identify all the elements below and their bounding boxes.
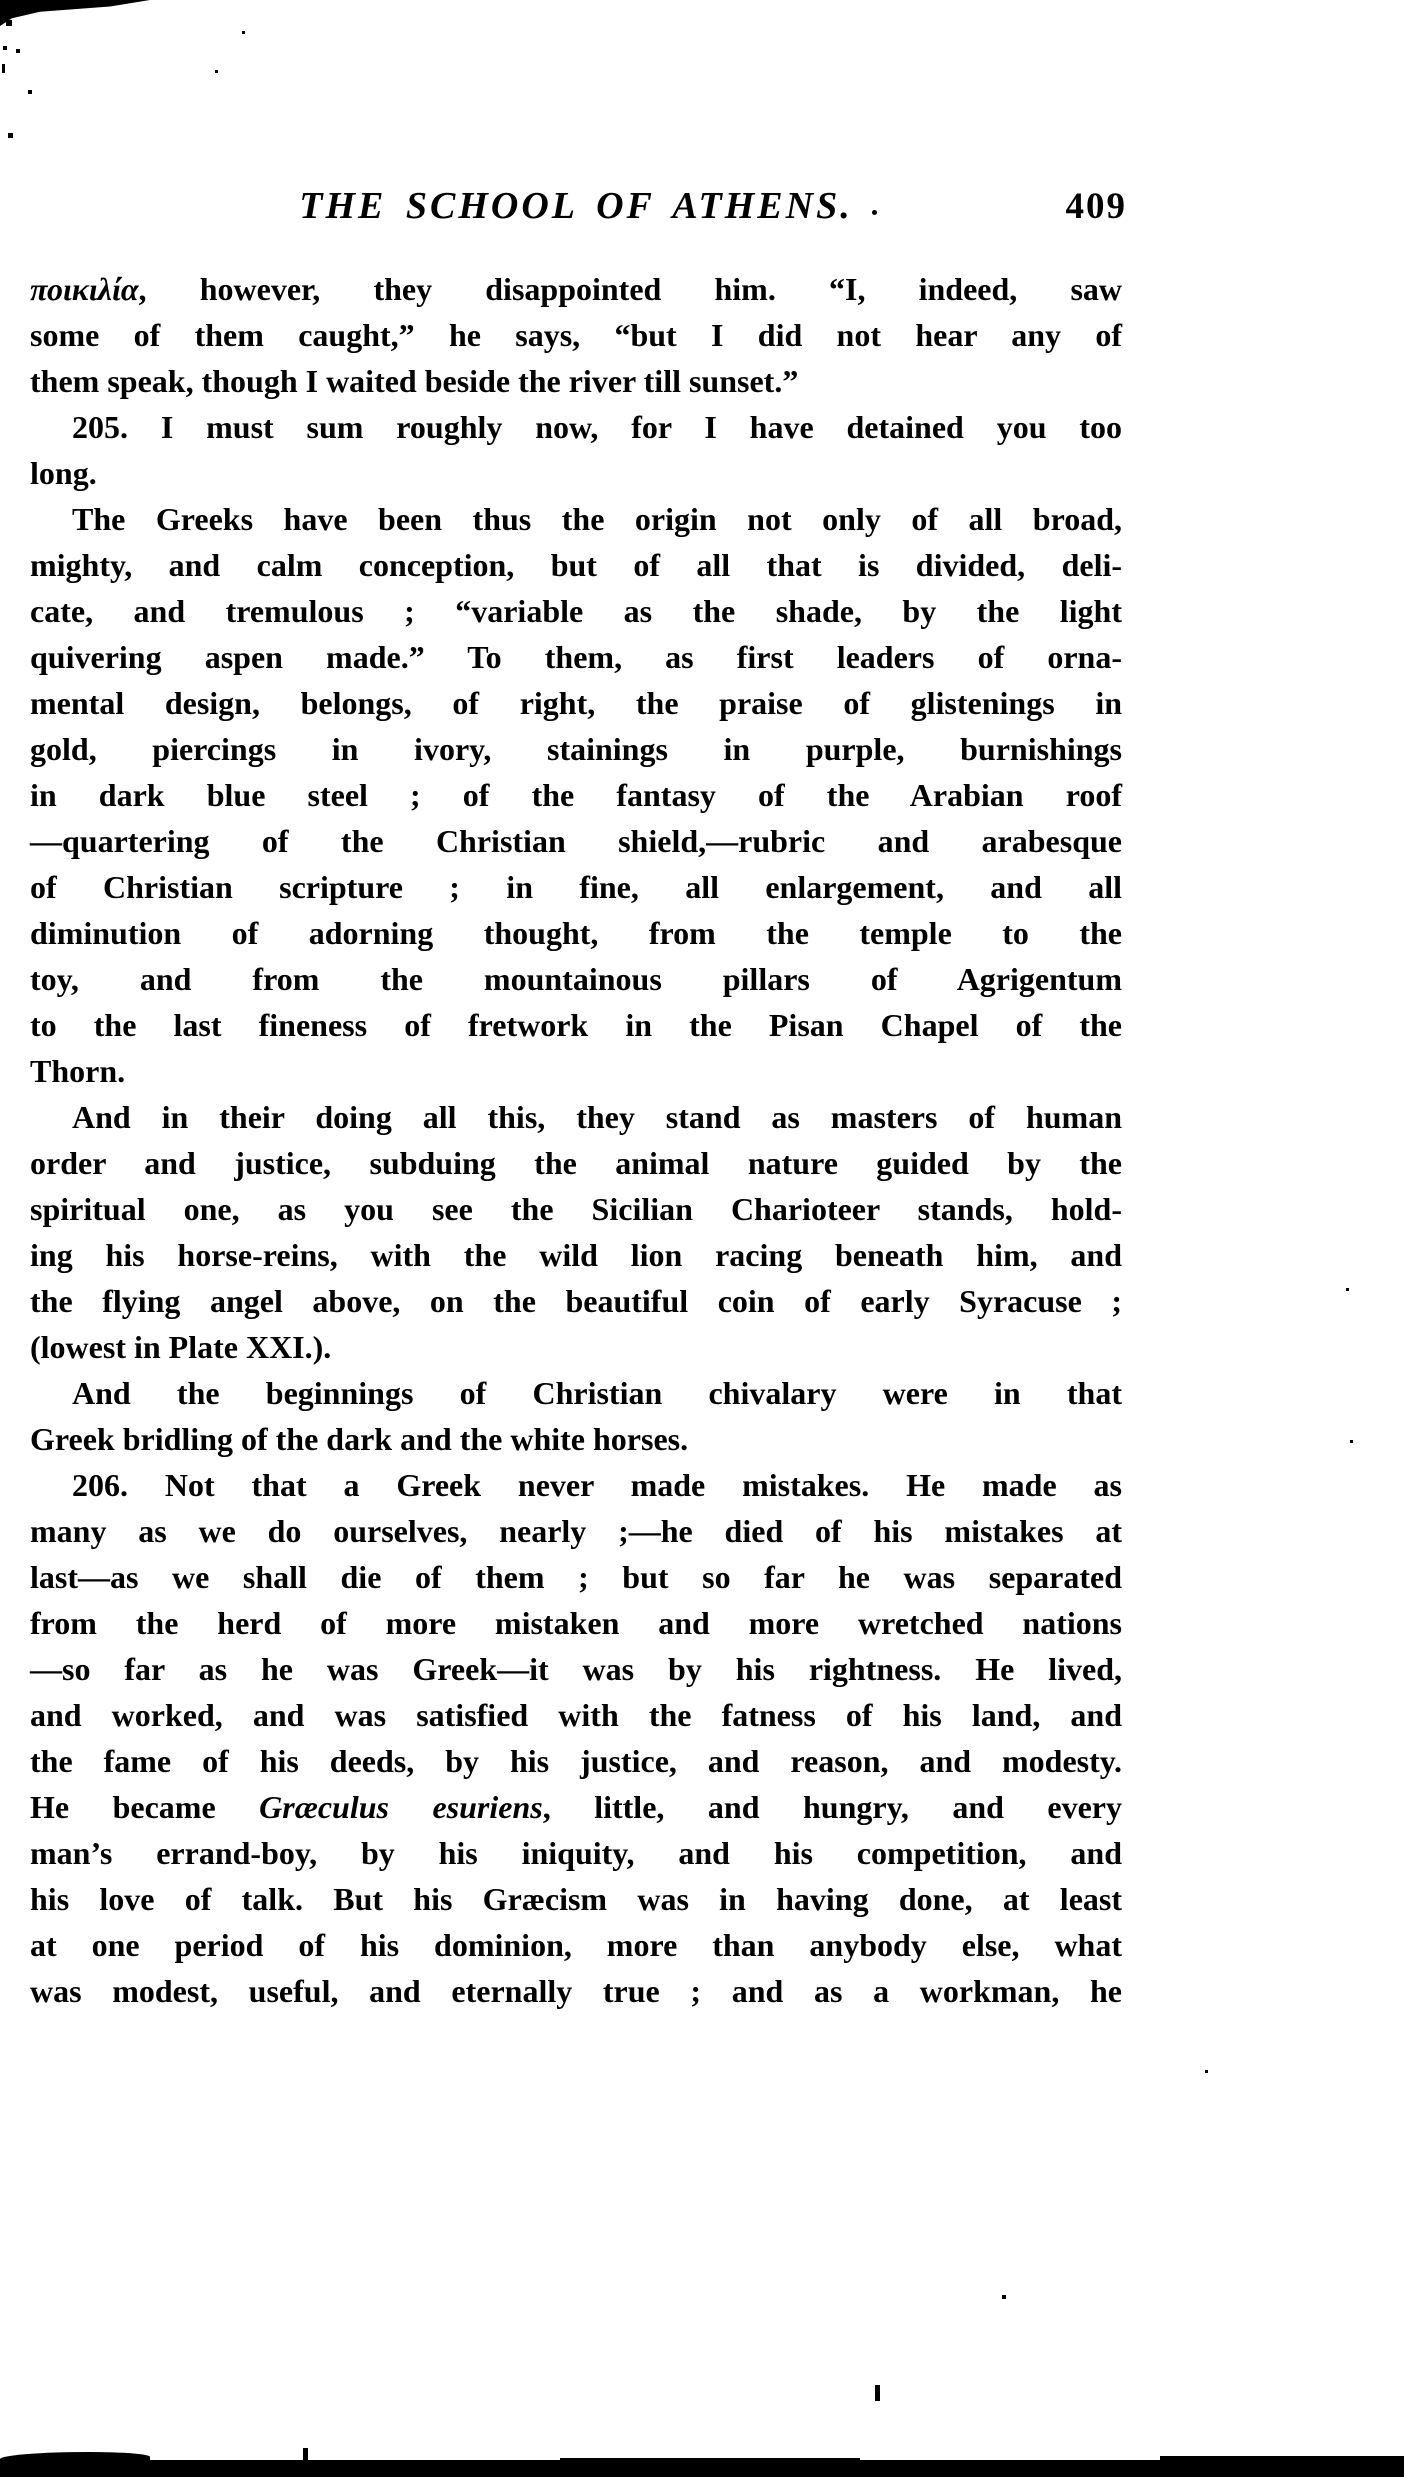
paragraph [30,1094,1122,1370]
scan-speck [3,46,7,50]
text-line: of Christian scripture ; in fine, all enlargement, and all [30,869,1122,905]
text-line: Thorn. [30,1053,126,1089]
text-line: order and justice, subduing the animal nature guided by the [30,1145,1122,1181]
running-header [30,182,1127,232]
text-line: mental design, belongs, of right, the praise of glistenings in [30,685,1122,721]
body-text [30,266,1122,2014]
scan-speck [242,31,245,34]
text-line: was modest, useful, and eternally true ; and as a workman, he [30,1973,1122,2009]
paragraph [30,404,1122,496]
scan-speck [8,133,13,138]
text-line: toy, and from the mountainous pillars of Agrigentum [30,961,1122,997]
text-line: at one period of his dominion, more than anybody else, what [30,1927,1122,1963]
text-line: the flying angel above, on the beautiful coin of early Syracuse ; [30,1283,1122,1319]
text-line: ποικιλία, however, they disappointed him. “I, indeed, saw [30,271,1122,307]
page-number: 409 [1065,186,1127,227]
text-line: 206. Not that a Greek never made mistakes. He made as [72,1467,1122,1503]
scan-speck [215,70,218,73]
scan-speck [1205,2070,1208,2073]
text-line: mighty, and calm conception, but of all that is divided, deli- [30,547,1122,583]
text-line: spiritual one, as you see the Sicilian Charioteer stands, hold- [30,1191,1122,1227]
text-line: to the last fineness of fretwork in the Pisan Chapel of the [30,1007,1122,1043]
text-line: diminution of adorning thought, from the temple to the [30,915,1122,951]
text-line: 205. I must sum roughly now, for I have detained you too [72,409,1122,445]
scan-edge-bottom [0,2460,1404,2477]
text-line: long. [30,455,97,491]
text-line: gold, piercings in ivory, stainings in purple, burnishings [30,731,1122,767]
text-line: He became Græculus esuriens, little, and hungry, and every [30,1789,1123,1825]
text-line: quivering aspen made.” To them, as first leaders of orna- [30,639,1122,675]
page-header-title: THE SCHOOL OF ATHENS. [299,185,853,227]
text-line: And the beginnings of Christian chivalary were in that [72,1375,1122,1411]
text-line: some of them caught,” he says, “but I did not hear any of [30,317,1122,353]
text-line: And in their doing all this, they stand as masters of human [72,1099,1122,1135]
scan-smudge-top-left [0,0,150,26]
paragraph [30,266,1122,404]
text-line: The Greeks have been thus the origin not only of all broad, [72,501,1122,537]
text-line: —so far as he was Greek—it was by his rightness. He lived, [30,1651,1122,1687]
scan-speck [1346,1288,1349,1291]
text-line: in dark blue steel ; of the fantasy of the Arabian roof [30,777,1122,813]
paragraph [30,1462,1122,2014]
scan-speck [1002,2295,1006,2299]
text-line: last—as we shall die of them ; but so far he was separated [30,1559,1122,1595]
text-line: ing his horse-reins, with the wild lion racing beneath him, and [30,1237,1122,1273]
scan-speck [28,90,32,94]
text-line: —quartering of the Christian shield,—rubric and arabesque [30,823,1122,859]
scan-speck [2,64,5,73]
text-line: (lowest in Plate XXI.). [30,1329,332,1365]
scan-speck [1350,1440,1353,1443]
text-line: his love of talk. But his Græcism was in having done, at least [30,1881,1122,1917]
scan-speck [6,20,12,26]
scan-speck [875,2385,880,2401]
text-line: from the herd of more mistaken and more wretched nations [30,1605,1122,1641]
text-line: many as we do ourselves, nearly ;—he died of his mistakes at [30,1513,1122,1549]
text-line: the fame of his deeds, by his justice, and reason, and modesty. [30,1743,1122,1779]
scan-speck [16,49,20,53]
text-line: them speak, though I waited beside the river till sunset.” [30,363,799,399]
text-line: man’s errand-boy, by his iniquity, and his competition, and [30,1835,1122,1871]
text-line: Greek bridling of the dark and the white horses. [30,1421,689,1457]
paragraph [30,1370,1122,1462]
text-line: and worked, and was satisfied with the fatness of his land, and [30,1697,1122,1733]
paragraph [30,496,1122,1094]
text-line: cate, and tremulous ; “variable as the shade, by the light [30,593,1122,629]
